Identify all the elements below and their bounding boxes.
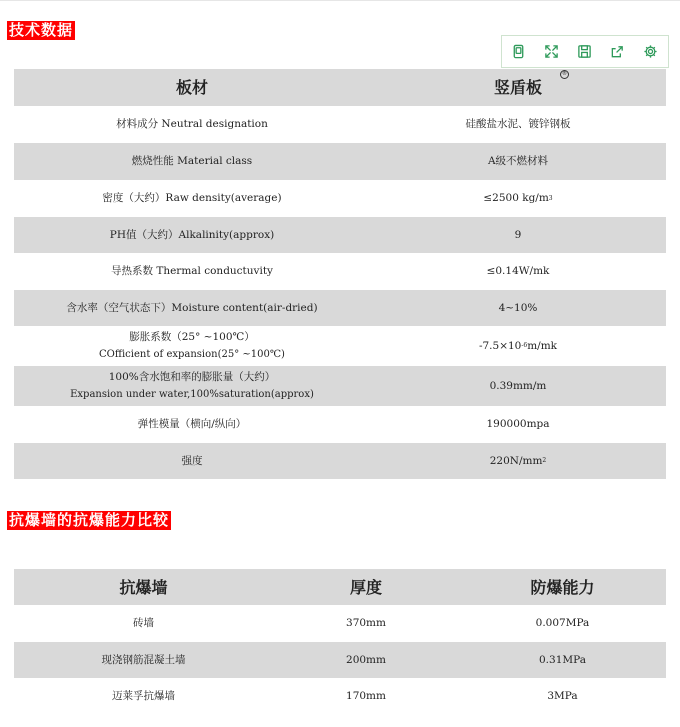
- header-product: 竖盾板: [493, 78, 542, 97]
- row-value: ≤0.14W/mk: [486, 265, 550, 277]
- value-text: -7.5×10: [478, 339, 522, 352]
- row-label: 燃烧性能 Material class: [131, 155, 253, 167]
- row-value: 4~10%: [498, 301, 538, 314]
- cell-wall: 迈莱孚抗爆墙: [112, 690, 175, 702]
- row-value: 0.39mm/m: [489, 379, 547, 392]
- table-row: [14, 326, 666, 366]
- row-label: 密度（大约）Raw density(average): [102, 192, 282, 204]
- save-icon[interactable]: [568, 36, 601, 67]
- table-row: [14, 290, 666, 326]
- row-label: [14, 326, 370, 366]
- value-text: 220N/mm: [489, 454, 543, 467]
- table-row: [14, 642, 666, 678]
- header-thickness: 厚度: [349, 577, 382, 597]
- row-label: 强度: [181, 454, 203, 467]
- label-line-2: COfficient of expansion(25° ~100℃): [99, 349, 285, 360]
- header-wall: 抗爆墙: [119, 577, 168, 597]
- cell-thickness: 370mm: [346, 617, 386, 629]
- toolbar: [501, 35, 669, 68]
- value-unit: m/mk: [527, 339, 558, 352]
- cell-thickness: 170mm: [346, 690, 386, 702]
- table-row: [14, 678, 666, 715]
- row-value: ≤2500 kg/m 3: [370, 180, 666, 217]
- table-row: [14, 366, 666, 406]
- header-material: 板材: [175, 78, 208, 97]
- registered-mark-icon: ®: [562, 71, 567, 77]
- row-label: 含水率（空气状态下）Moisture content(air-dried): [66, 301, 318, 314]
- share-icon[interactable]: [601, 36, 634, 67]
- table-row: [14, 443, 666, 479]
- row-label: 弹性模量（横向/纵向）: [137, 418, 247, 430]
- gear-icon[interactable]: [634, 36, 667, 67]
- cell-capacity: 3MPa: [547, 690, 578, 702]
- row-value: 9: [514, 228, 522, 241]
- cell-capacity: 0.007MPa: [535, 617, 590, 629]
- row-value: 硅酸盐水泥、镀锌钢板: [465, 118, 571, 130]
- row-value: 220N/mm 2: [370, 443, 666, 479]
- table-row: [14, 253, 666, 290]
- header-capacity: 防爆能力: [530, 577, 595, 597]
- table-row: [14, 605, 666, 642]
- table-header-row: [14, 569, 666, 605]
- section-title-tech: 技术数据: [9, 21, 74, 39]
- cell-thickness: 200mm: [346, 653, 386, 666]
- label-line-2: Expansion under water,100%saturation(approx): [70, 389, 314, 400]
- table-row: [14, 406, 666, 443]
- row-label: PH值（大约）Alkalinity(approx): [109, 228, 275, 241]
- row-label: [14, 366, 370, 406]
- table-row: [14, 106, 666, 143]
- row-label: 材料成分 Neutral designation: [116, 118, 268, 130]
- row-value: -7.5×10 -6 m/mk: [370, 326, 666, 366]
- row-value: A级不燃材料: [487, 155, 549, 167]
- label-line-1: 膨胀系数（25° ~100℃）: [129, 331, 255, 343]
- value-text: ≤2500 kg/m: [483, 192, 549, 204]
- table-row: [14, 180, 666, 217]
- cell-capacity: 0.31MPa: [539, 653, 586, 666]
- row-label: 导热系数 Thermal conductuvity: [110, 265, 273, 277]
- cell-wall: 现浇钢筋混凝土墙: [101, 653, 186, 666]
- row-value: 190000mpa: [486, 418, 550, 430]
- mobile-icon[interactable]: [502, 36, 535, 67]
- expand-icon[interactable]: [535, 36, 568, 67]
- top-divider: [0, 0, 680, 1]
- label-line-1: 100%含水饱和率的膨胀量（大约）: [108, 371, 276, 383]
- section-title-blast: 抗爆墙的抗爆能力比较: [9, 511, 170, 529]
- table-row: [14, 217, 666, 253]
- table-row: [14, 143, 666, 180]
- cell-wall: 砖墙: [133, 617, 154, 629]
